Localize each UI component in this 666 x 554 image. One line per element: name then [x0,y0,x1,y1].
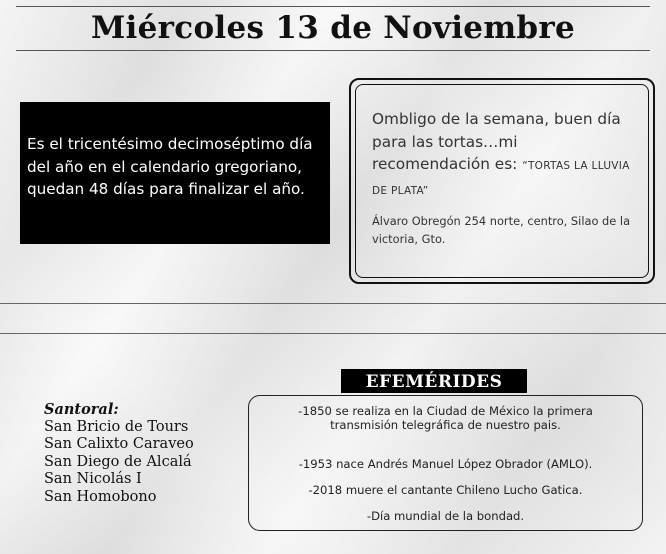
recommendation-text [372,108,640,202]
page-title: Miércoles 13 de Noviembre [90,10,576,46]
title-top-rule [16,6,650,7]
santoral-section [44,401,194,506]
recommendation-address: Álvaro Obregón 254 norte, centro, Silao de la victoria, Gto. [372,214,631,246]
recommendation-place: “TORTAS LA LLUVIA DE PLATA” [372,160,630,197]
recommendation-intro: Ombligo de la semana, buen día para las tortas…mi recomendación es: [372,110,621,173]
efemerides-item: -Día mundial de la bondad. [366,509,525,523]
day-info-box [20,102,330,244]
santoral-item: San Homobono [44,488,157,505]
day-info-text: Es el tricentésimo decimoséptimo día del año en el calendario gregoriano, quedan 48 días para finalizar el año. [27,135,313,198]
efemerides-item: -1850 se realiza en la Ciudad de México la primera transmisión telegráfica de nuestro pais. [298,404,593,432]
title-bottom-rule [16,50,650,51]
efemerides-item: -1953 nace Andrés Manuel López Obrador (AMLO). [298,457,593,471]
santoral-item: San Bricio de Tours [44,418,189,435]
santoral-item: San Nicolás I [44,471,142,487]
section-separator-bottom [0,333,666,334]
santoral-heading: Santoral: [44,401,119,418]
santoral-item: San Calixto Caraveo [44,436,194,452]
efemerides-item: -2018 muere el cantante Chileno Lucho Gatica. [308,483,583,497]
santoral-item: San Diego de Alcalá [44,453,192,470]
efemerides-title: EFEMÉRIDES [341,369,527,393]
section-separator-top [0,303,666,304]
